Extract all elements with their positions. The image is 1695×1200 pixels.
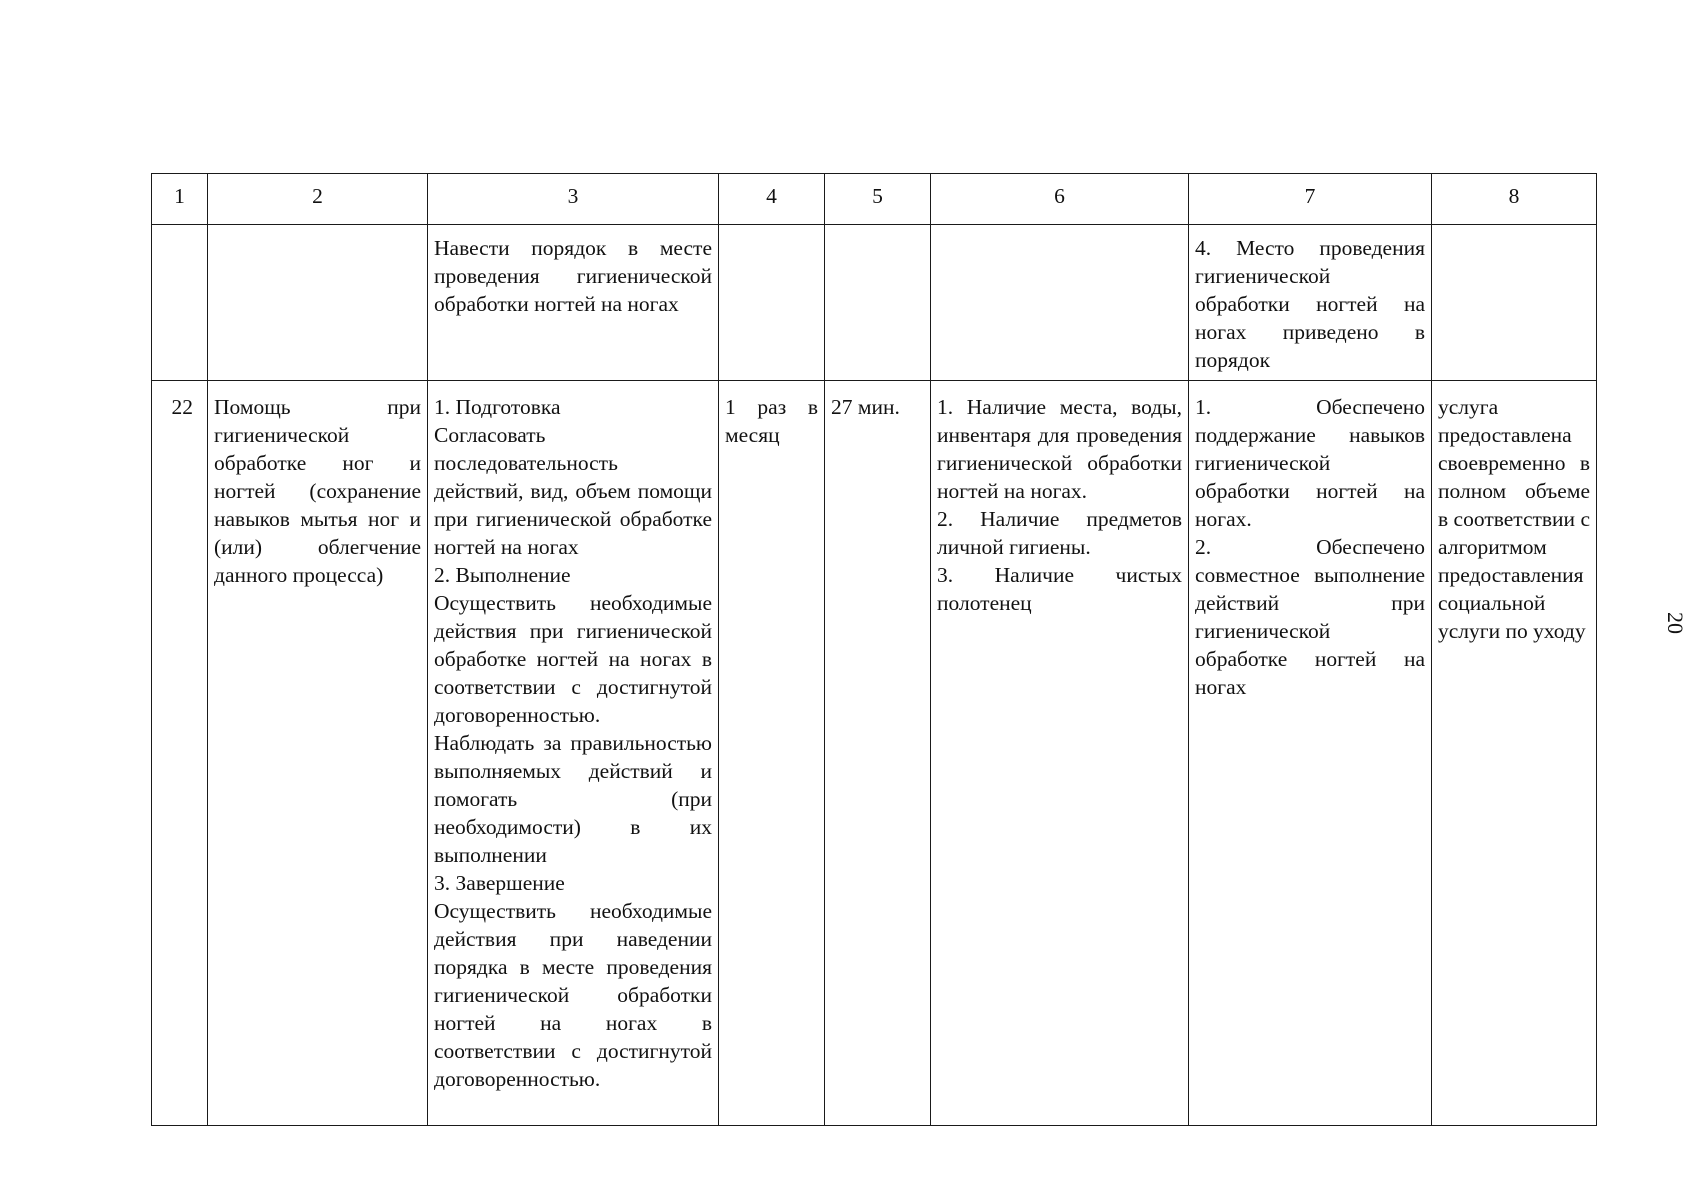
row-number: 22 bbox=[152, 381, 208, 1126]
result-item: 1. Обеспечено поддержание навыков гигиенической обработки ногтей на ногах. bbox=[1195, 395, 1425, 531]
continuation-row bbox=[152, 225, 1597, 381]
service-name-cell: Помощь при гигиенической обработке ног и ногтей (сохранение навыков мытья ног и (или) облегчение данного процесса) bbox=[208, 381, 428, 1126]
column-number-row bbox=[152, 174, 1597, 225]
page-number: 20 bbox=[1663, 612, 1688, 634]
cont-cell-results: 4. Место проведения гигиенической обработки ногтей на ногах приведено в порядок bbox=[1189, 225, 1432, 381]
column-number-6: 6 bbox=[931, 174, 1189, 225]
conditions-cell bbox=[931, 381, 1189, 1126]
quality-cell: услуга предоставлена своевременно в полном объеме в соответствии с алгоритмом предоставления социальной услуги по уходу bbox=[1432, 381, 1597, 1126]
column-number-4: 4 bbox=[719, 174, 825, 225]
column-number-3: 3 bbox=[428, 174, 719, 225]
result-item: 2. Обеспечено совместное выполнение действий при гигиенической обработке ногтей на ногах bbox=[1195, 535, 1425, 699]
duration-cell: 27 мин. bbox=[825, 381, 931, 1126]
cont-cell-6 bbox=[931, 225, 1189, 381]
results-cell bbox=[1189, 381, 1432, 1126]
cont-cell-2 bbox=[208, 225, 428, 381]
cont-cell-1 bbox=[152, 225, 208, 381]
actions-step-2-title: 2. Выполнение bbox=[434, 563, 571, 587]
cont-cell-actions: Навести порядок в месте проведения гигиенической обработки ногтей на ногах bbox=[428, 225, 719, 381]
cont-cell-5 bbox=[825, 225, 931, 381]
condition-item: 3. Наличие чистых полотенец bbox=[937, 563, 1182, 615]
actions-cell bbox=[428, 381, 719, 1126]
services-table bbox=[151, 173, 1597, 1126]
cont-cell-8 bbox=[1432, 225, 1597, 381]
actions-step-3-text: Осуществить необходимые действия при наведении порядка в месте проведения гигиенической обработки ногтей на ногах в соответствии с достигнутой договоренностью. bbox=[434, 899, 712, 1091]
actions-step-3-title: 3. Завершение bbox=[434, 871, 565, 895]
actions-step-1-title: 1. Подготовка bbox=[434, 395, 561, 419]
actions-step-2-text-2: Наблюдать за правильностью выполняемых действий и помогать (при необходимости) в их выполнении bbox=[434, 731, 712, 867]
column-number-8: 8 bbox=[1432, 174, 1597, 225]
condition-item: 1. Наличие места, воды, инвентаря для проведения гигиенической обработки ногтей на ногах. bbox=[937, 395, 1182, 503]
column-number-5: 5 bbox=[825, 174, 931, 225]
actions-step-1-text: Согласовать последовательность действий, вид, объем помощи при гигиенической обработке ногтей на ногах bbox=[434, 423, 712, 559]
frequency-cell: 1 раз в месяц bbox=[719, 381, 825, 1126]
column-number-2: 2 bbox=[208, 174, 428, 225]
column-number-7: 7 bbox=[1189, 174, 1432, 225]
condition-item: 2. Наличие предметов личной гигиены. bbox=[937, 507, 1182, 559]
cont-cell-4 bbox=[719, 225, 825, 381]
column-number-1: 1 bbox=[152, 174, 208, 225]
actions-step-2-text: Осуществить необходимые действия при гигиенической обработке ногтей на ногах в соответствии с достигнутой договоренностью. bbox=[434, 591, 712, 727]
table-row-22 bbox=[152, 381, 1597, 1126]
